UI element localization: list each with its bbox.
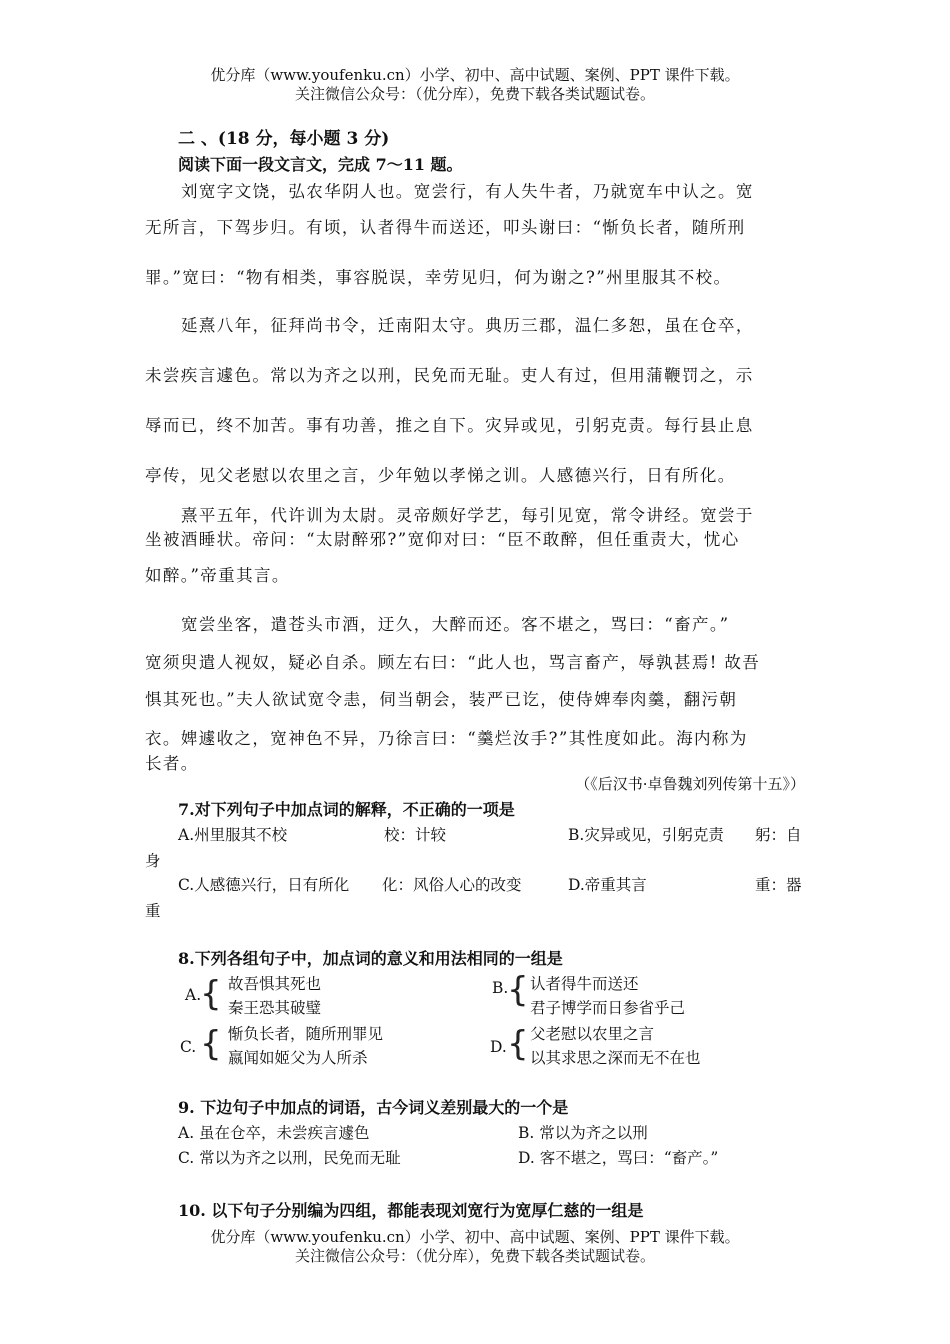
- q9-stem: 9. 下边句子中加点的词语，古今词义差别最大的一个是: [178, 1098, 569, 1117]
- q10-stem: 10. 以下句子分别编为四组，都能表现刘宽行为宽厚仁慈的一组是: [178, 1201, 644, 1220]
- q8-stem: 8.下列各组句子中，加点词的意义和用法相同的一组是: [178, 949, 563, 968]
- q9-option-d: D. 客不堪之，骂曰：“畜产。”: [518, 1149, 719, 1167]
- q7-option-c-explanation: 化：风俗人心的改变: [382, 876, 522, 894]
- footer-line-2: 关注微信公众号：（优分库），免费下载各类试题试卷。: [294, 1247, 655, 1265]
- q8-option-c-label: C.: [180, 1038, 197, 1056]
- header-line-1: 优分库（www.youfenku.cn）小学、初中、高中试题、案例、PPT 课件下载。: [210, 66, 740, 84]
- passage-line: 衣。婢遽收之，宽神色不异，乃徐言曰：“羹烂汝手?”其性度如此。海内称为: [145, 729, 748, 748]
- q9-option-b: B. 常以为齐之以刑: [518, 1124, 648, 1142]
- q8-option-b-2: 君子博学而日参省乎己: [530, 999, 686, 1017]
- passage-line: 宽须臾遣人视奴，疑必自杀。顾左右曰：“此人也，骂言畜产，辱孰甚焉! 故吾: [145, 653, 761, 672]
- q9-option-a: A. 虽在仓卒，未尝疾言遽色: [178, 1124, 370, 1142]
- left-brace-icon: {: [200, 974, 222, 1014]
- q8-option-b-label: B.: [492, 979, 509, 997]
- q8-option-d-label: D.: [490, 1038, 507, 1056]
- q7-option-d-explanation: 重：器: [755, 876, 802, 894]
- passage-line: 亭传，见父老慰以农里之言，少年勉以孝悌之训。人感德兴行，日有所化。: [145, 466, 736, 485]
- q8-option-c-2: 嬴闻如姬父为人所杀: [228, 1049, 368, 1067]
- left-brace-icon: {: [507, 970, 529, 1010]
- q7-option-d: D.帝重其言: [568, 876, 647, 894]
- q8-option-d-1: 父老慰以农里之言: [530, 1025, 655, 1043]
- q7-option-b-explanation-cont: 身: [145, 852, 161, 870]
- q8-option-c-1: 惭负长者，随所刑罪见: [228, 1025, 384, 1043]
- q7-stem: 7.对下列句子中加点词的解释，不正确的一项是: [178, 800, 515, 819]
- passage-line: 未尝疾言遽色。常以为齐之以刑，民免而无耻。吏人有过，但用蒲鞭罚之，示: [145, 366, 754, 385]
- passage-line: 辱而已，终不加苦。事有功善，推之自下。灾异或见，引躬克责。每行县止息: [145, 416, 754, 435]
- section-intro: 阅读下面一段文言文，完成 7～11 题。: [178, 155, 463, 174]
- q8-option-a-1: 故吾惧其死也: [228, 975, 322, 993]
- section-title: 二 、(18 分，每小题 3 分): [178, 129, 390, 149]
- q7-option-c: C.人感德兴行，日有所化: [178, 876, 350, 894]
- passage-line: 惧其死也。”夫人欲试宽令恚，伺当朝会，装严已讫，使侍婢奉肉羹，翻污朝: [145, 690, 738, 709]
- q9-option-c: C. 常以为齐之以刑，民免而无耻: [178, 1149, 401, 1167]
- q8-option-b-1: 认者得牛而送还: [530, 975, 639, 993]
- q8-option-d-2: 以其求思之深而无不在也: [530, 1049, 701, 1067]
- passage-line: 宽尝坐客，遣苍头市酒，迂久，大醉而还。客不堪之，骂曰：“畜产。”: [181, 615, 730, 634]
- passage-line: 刘宽字文饶，弘农华阴人也。宽尝行，有人失牛者，乃就宽车中认之。宽: [181, 182, 754, 201]
- footer-line-1: 优分库（www.youfenku.cn）小学、初中、高中试题、案例、PPT 课件下载。: [210, 1228, 740, 1246]
- passage-line: 罪。”宽曰：“物有相类，事容脱误，幸劳见归，何为谢之?”州里服其不校。: [145, 268, 732, 287]
- passage-line: 长者。: [145, 754, 199, 773]
- passage-line: 如醉。”帝重其言。: [145, 566, 290, 585]
- page-header: [0, 66, 950, 104]
- left-brace-icon: {: [200, 1024, 222, 1064]
- q7-option-d-explanation-cont: 重: [145, 902, 161, 920]
- q7-option-a: A.州里服其不校: [178, 826, 288, 844]
- header-line-2: 关注微信公众号：（优分库），免费下载各类试题试卷。: [294, 85, 655, 103]
- left-brace-icon: {: [507, 1024, 529, 1064]
- q8-option-a-2: 秦王恐其破璧: [228, 999, 322, 1017]
- q7-option-a-explanation: 校：计较: [384, 826, 447, 844]
- q7-option-b: B.灾异或见，引躬克责: [568, 826, 724, 844]
- passage-source: （《后汉书·卓鲁魏刘列传第十五》）: [575, 775, 805, 793]
- passage-line: 熹平五年，代许训为太尉。灵帝颇好学艺，每引见宽，常令讲经。宽尝于: [181, 506, 754, 525]
- q7-option-b-explanation: 躬：自: [755, 826, 802, 844]
- page-footer: [0, 1228, 950, 1266]
- passage-line: 坐被酒睡状。帝问：“太尉醉邪?”宽仰对曰：“臣不敢醉，但任重责大，忧心: [145, 530, 740, 549]
- passage-line: 延熹八年，征拜尚书令，迁南阳太守。典历三郡，温仁多恕，虽在仓卒，: [181, 316, 754, 335]
- passage-line: 无所言，下驾步归。有顷，认者得牛而送还，叩头谢曰：“惭负长者，随所刑: [145, 218, 746, 237]
- q8-option-a-label: A.: [185, 986, 202, 1004]
